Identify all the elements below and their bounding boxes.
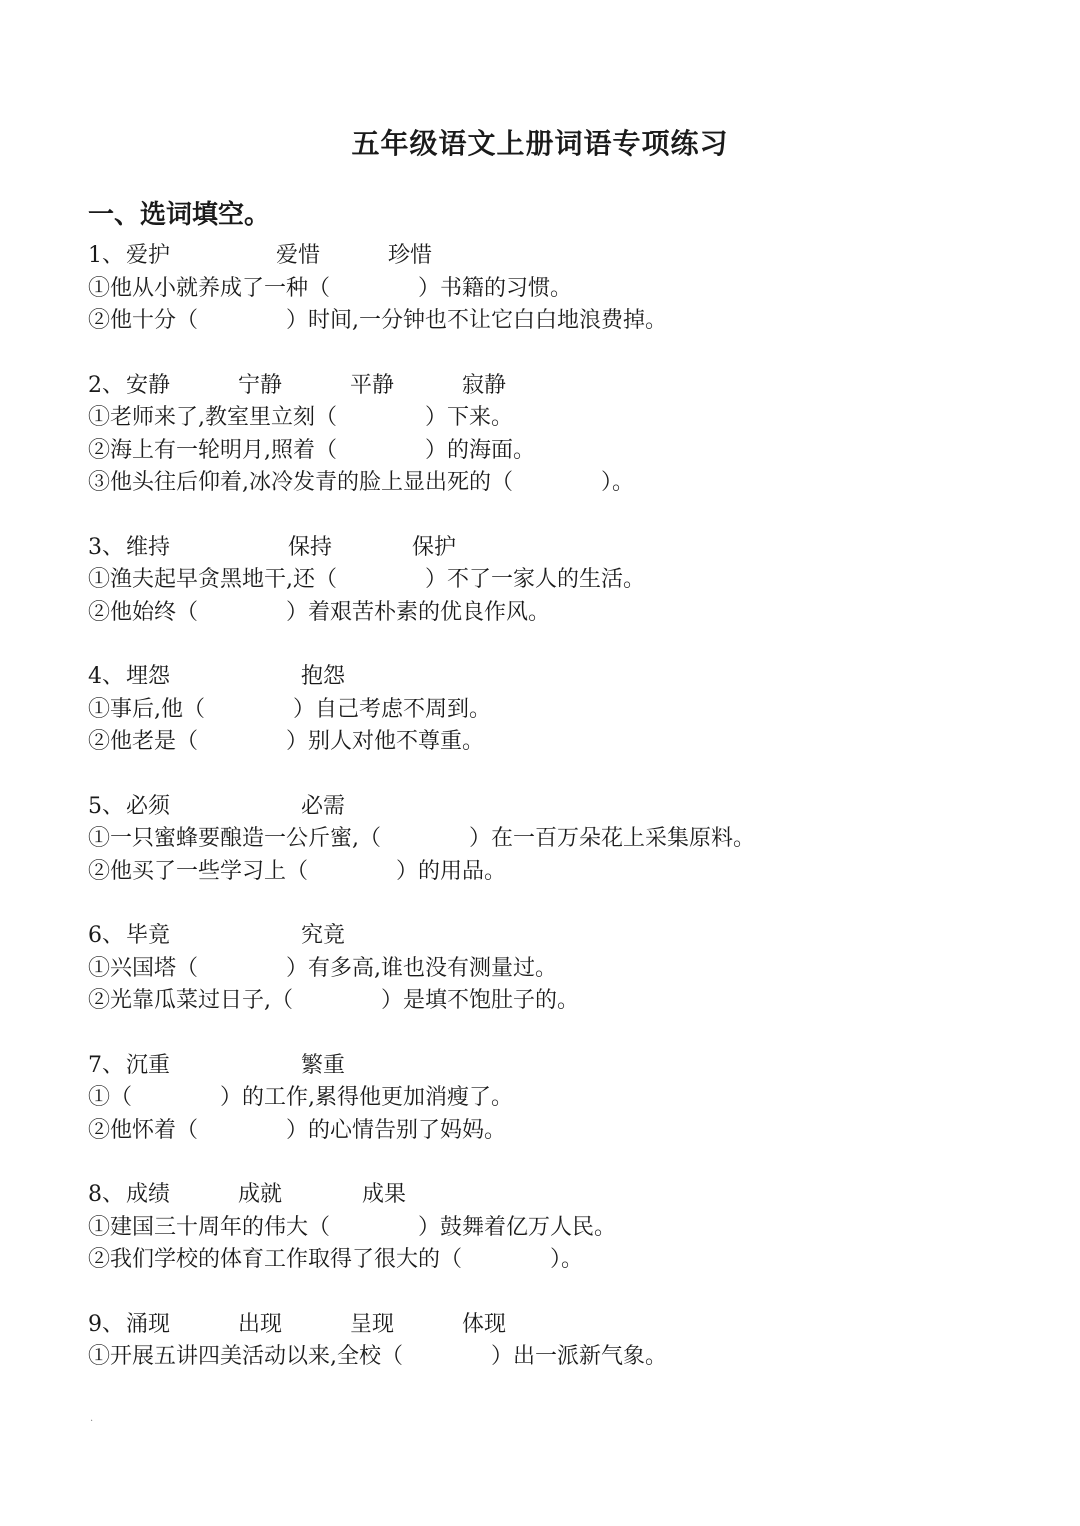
fill-blank-sentence: ②光靠瓜菜过日子,（ ）是填不饱肚子的。 bbox=[88, 988, 579, 1013]
question-block bbox=[88, 791, 1008, 889]
word-option: 抱怨 bbox=[301, 664, 346, 689]
word-option: 出现 bbox=[238, 1311, 283, 1337]
question-number: 7、 bbox=[88, 1052, 124, 1078]
question-number: 5、 bbox=[88, 793, 124, 819]
fill-blank-sentence: ②他老是（ ）别人对他不尊重。 bbox=[88, 729, 485, 754]
fill-blank-sentence: ①渔夫起早贪黑地干,还（ ）不了一家人的生活。 bbox=[88, 567, 645, 592]
word-option: 成绩 bbox=[126, 1182, 171, 1207]
word-option: 平静 bbox=[350, 372, 395, 398]
question-block bbox=[88, 661, 1008, 759]
word-option: 必须 bbox=[126, 793, 171, 819]
word-options bbox=[88, 370, 1008, 403]
word-option: 体现 bbox=[462, 1311, 507, 1337]
word-option: 埋怨 bbox=[126, 664, 171, 689]
word-option: 成就 bbox=[238, 1182, 283, 1207]
word-options bbox=[88, 920, 1008, 953]
fill-blank-sentence: ②他买了一些学习上（ ）的用品。 bbox=[88, 858, 507, 884]
page-title: 五年级语文上册词语专项练习 bbox=[351, 127, 729, 160]
question-number: 3、 bbox=[88, 534, 124, 560]
fill-blank-sentence: ②他怀着（ ）的心情告别了妈妈。 bbox=[88, 1117, 507, 1143]
question-block bbox=[88, 1309, 1008, 1374]
word-option: 保持 bbox=[288, 534, 333, 560]
fill-blank-sentence: ①他从小就养成了一种（ ）书籍的习惯。 bbox=[88, 275, 573, 301]
question-number: 4、 bbox=[88, 664, 124, 689]
section-title: 一、选词填空。 bbox=[88, 200, 271, 230]
word-options bbox=[88, 1309, 1008, 1342]
question-number: 9、 bbox=[88, 1311, 124, 1337]
word-option: 珍惜 bbox=[388, 243, 433, 268]
fill-blank-sentence: ②海上有一轮明月,照着（ ）的海面。 bbox=[88, 437, 535, 463]
page-mark: . bbox=[90, 1413, 94, 1424]
word-options bbox=[88, 532, 1008, 565]
word-option: 毕竟 bbox=[126, 923, 171, 948]
fill-blank-sentence: ①（ ）的工作,累得他更加消瘦了。 bbox=[88, 1085, 513, 1110]
word-options bbox=[88, 1050, 1008, 1083]
fill-blank-sentence: ②他十分（ ）时间,一分钟也不让它白白地浪费掉。 bbox=[88, 308, 667, 333]
question-block bbox=[88, 370, 1008, 500]
word-option: 沉重 bbox=[126, 1052, 171, 1078]
word-option: 保护 bbox=[412, 534, 457, 560]
question-number: 1、 bbox=[88, 243, 124, 268]
word-option: 宁静 bbox=[238, 372, 283, 398]
word-option: 维持 bbox=[126, 534, 171, 560]
question-block bbox=[88, 532, 1008, 630]
word-options bbox=[88, 791, 1008, 824]
fill-blank-sentence: ①老师来了,教室里立刻（ ）下来。 bbox=[88, 405, 513, 430]
word-option: 安静 bbox=[126, 372, 171, 398]
word-option: 爱护 bbox=[126, 243, 171, 268]
question-block bbox=[88, 920, 1008, 1018]
word-option: 寂静 bbox=[462, 372, 507, 398]
question-number: 2、 bbox=[88, 372, 124, 398]
word-options bbox=[88, 661, 1008, 694]
word-option: 究竟 bbox=[301, 923, 346, 948]
fill-blank-sentence: ①建国三十周年的伟大（ ）鼓舞着亿万人民。 bbox=[88, 1214, 617, 1240]
fill-blank-sentence: ③他头往后仰着,冰冷发青的脸上显出死的（ ）。 bbox=[88, 470, 634, 495]
question-block bbox=[88, 1179, 1008, 1277]
word-option: 爱惜 bbox=[276, 243, 321, 268]
word-option: 涌现 bbox=[126, 1311, 171, 1337]
word-options bbox=[88, 1179, 1008, 1212]
word-option: 必需 bbox=[301, 793, 346, 819]
word-option: 成果 bbox=[362, 1182, 407, 1207]
word-option: 呈现 bbox=[350, 1311, 395, 1337]
question-number: 8、 bbox=[88, 1182, 124, 1207]
fill-blank-sentence: ①开展五讲四美活动以来,全校（ ）出一派新气象。 bbox=[88, 1344, 667, 1369]
question-list bbox=[88, 240, 1008, 1406]
question-number: 6、 bbox=[88, 923, 124, 948]
fill-blank-sentence: ②他始终（ ）着艰苦朴素的优良作风。 bbox=[88, 599, 551, 625]
word-option: 繁重 bbox=[301, 1052, 346, 1078]
question-block bbox=[88, 240, 1008, 338]
word-options bbox=[88, 240, 1008, 273]
question-block bbox=[88, 1050, 1008, 1148]
fill-blank-sentence: ①事后,他（ ）自己考虑不周到。 bbox=[88, 696, 491, 722]
fill-blank-sentence: ②我们学校的体育工作取得了很大的（ ）。 bbox=[88, 1247, 584, 1272]
fill-blank-sentence: ①一只蜜蜂要酿造一公斤蜜,（ ）在一百万朵花上采集原料。 bbox=[88, 826, 755, 851]
fill-blank-sentence: ①兴国塔（ ）有多高,谁也没有测量过。 bbox=[88, 955, 557, 981]
